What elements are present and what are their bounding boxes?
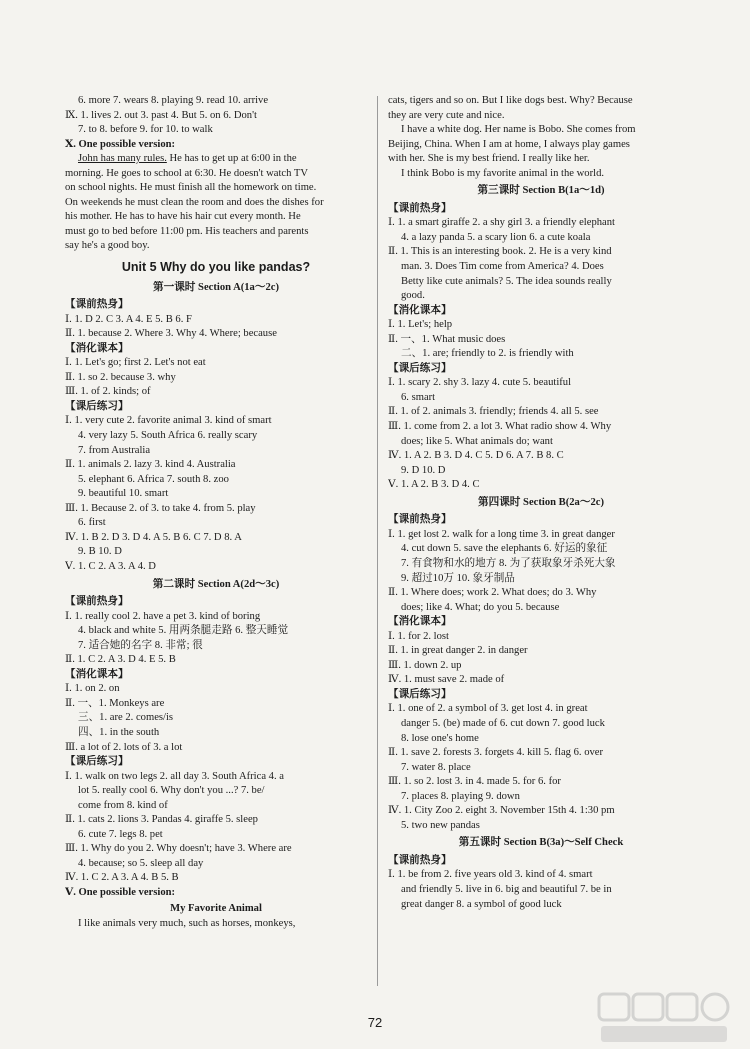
right-line: Ⅰ. 1. one of 2. a symbol of 3. get lost 4. in great: [388, 703, 588, 715]
left-column: [65, 94, 367, 932]
left-line: 【课前热身】: [65, 596, 129, 608]
left-line: Ⅱ. 一、1. Monkeys are: [65, 697, 165, 709]
right-line: Ⅰ. 1. scary 2. shy 3. lazy 4. cute 5. beautiful: [388, 377, 572, 389]
right-line: 7. 有食物和水的地方 8. 为了获取象牙杀死大象: [401, 557, 616, 569]
left-line: 5. elephant 6. Africa 7. south 8. zoo: [78, 473, 229, 485]
left-line: 第一课时 Section A(1a～2c): [153, 281, 279, 293]
left-line: come from 8. kind of: [78, 799, 168, 811]
left-line: Ⅹ. One possible version:: [65, 138, 176, 150]
left-line: Ⅸ. 1. lives 2. out 3. past 4. But 5. on 6. Don't: [65, 109, 257, 121]
left-line: Ⅲ. 1. Because 2. of 3. to take 4. from 5. play: [65, 502, 256, 514]
right-line: 7. places 8. playing 9. down: [401, 790, 520, 802]
left-line: Ⅳ. 1. B 2. D 3. D 4. A 5. B 6. C 7. D 8. A: [65, 531, 242, 543]
left-line: 四、1. in the south: [78, 726, 160, 738]
left-line: 6. first: [78, 517, 106, 529]
left-line: Ⅱ. 1. C 2. A 3. D 4. E 5. B: [65, 654, 176, 666]
right-line: Ⅳ. 1. City Zoo 2. eight 3. November 15th 4. 1:30 pm: [388, 805, 615, 817]
left-line: Ⅰ. 1. D 2. C 3. A 4. E 5. B 6. F: [65, 313, 192, 325]
right-line: 第三课时 Section B(1a～1d): [477, 185, 605, 197]
left-line: 7. to 8. before 9. for 10. to walk: [78, 124, 213, 136]
right-line: Beijing, China. When I am at home, I always play games: [388, 138, 630, 150]
right-line: 7. water 8. place: [401, 761, 471, 773]
right-line: 第五课时 Section B(3a)～Self Check: [458, 837, 624, 849]
left-line: 9. B 10. D: [78, 546, 122, 558]
right-line: Ⅲ. 1. come from 2. a lot 3. What radio show 4. Why: [388, 421, 612, 433]
left-line: his mother. He has to have his hair cut every month. He: [65, 211, 301, 223]
left-line: Ⅳ. 1. C 2. A 3. A 4. B 5. B: [65, 872, 179, 884]
right-line: 【课后练习】: [388, 688, 452, 700]
left-line: Ⅰ. 1. really cool 2. have a pet 3. kind of boring: [65, 610, 261, 622]
right-line: Ⅱ. 1. of 2. animals 3. friendly; friends 4. all 5. see: [388, 406, 599, 418]
right-line: Betty like cute animals? 5. The idea sounds really: [401, 275, 612, 287]
left-line: My Favorite Animal: [170, 902, 262, 914]
right-line: 第四课时 Section B(2a～2c): [478, 496, 604, 508]
right-line: 【课前热身】: [388, 514, 452, 526]
right-line: 9. D 10. D: [401, 464, 446, 476]
right-line: Ⅰ. 1. for 2. lost: [388, 630, 449, 642]
right-line: 【消化课本】: [388, 616, 452, 628]
left-line: Ⅰ. 1. on 2. on: [65, 683, 120, 695]
left-line: Ⅰ. 1. very cute 2. favorite animal 3. kind of smart: [65, 415, 272, 427]
right-line: great danger 8. a symbol of good luck: [401, 898, 562, 910]
right-line: 【课前热身】: [388, 854, 452, 866]
right-line: 4. cut down 5. save the elephants 6. 好运的象征: [401, 543, 608, 555]
left-line: Ⅴ. 1. C 2. A 3. A 4. D: [65, 560, 156, 572]
left-line: 4. because; so 5. sleep all day: [78, 857, 204, 869]
left-line: Ⅱ. 1. because 2. Where 3. Why 4. Where; because: [65, 328, 277, 340]
right-line: 9. 超过10万 10. 象牙制品: [401, 572, 515, 584]
left-line: I like animals very much, such as horses, monkeys,: [78, 918, 296, 930]
left-line: John has many rules. He has to get up at 6:00 in the: [78, 153, 297, 165]
right-line: Ⅱ. 1. This is an interesting book. 2. He is a very kind: [388, 246, 612, 258]
right-line: good.: [401, 290, 425, 302]
left-line: 6. cute 7. legs 8. pet: [78, 828, 163, 840]
right-line: Ⅰ. 1. get lost 2. walk for a long time 3. in great danger: [388, 528, 615, 540]
left-line: Ⅱ. 1. animals 2. lazy 3. kind 4. Australia: [65, 459, 236, 471]
right-line: danger 5. (be) made of 6. cut down 7. good luck: [401, 717, 605, 729]
right-line: and friendly 5. live in 6. big and beautiful 7. be in: [401, 883, 612, 895]
right-line: I have a white dog. Her name is Bobo. She comes from: [401, 124, 636, 136]
right-line: 5. two new pandas: [401, 819, 480, 831]
left-line: Ⅲ. a lot of 2. lots of 3. a lot: [65, 741, 183, 753]
left-line: Ⅲ. 1. Why do you 2. Why doesn't; have 3. Where are: [65, 843, 292, 855]
left-line: say he's a good boy.: [65, 240, 150, 252]
left-line: 【课前热身】: [65, 299, 129, 311]
left-line: 第二课时 Section A(2d～3c): [152, 578, 280, 590]
right-line: with her. She is my best friend. I really like her.: [388, 153, 590, 165]
left-line: 【消化课本】: [65, 668, 129, 680]
left-line: 4. black and white 5. 用两条腿走路 6. 整天睡觉: [78, 625, 289, 637]
left-line: on school nights. He must finish all the homework on time.: [65, 182, 317, 194]
left-line: Ⅱ. 1. cats 2. lions 3. Pandas 4. giraffe 5. sleep: [65, 814, 258, 826]
right-line: man. 3. Does Tim come from America? 4. Does: [401, 261, 604, 273]
right-line: I think Bobo is my favorite animal in the world.: [401, 167, 605, 179]
left-line: 7. from Australia: [78, 444, 151, 456]
left-line: 【课后练习】: [65, 756, 129, 768]
right-column: [388, 94, 694, 912]
left-line: Unit 5 Why do you like pandas?: [121, 260, 311, 275]
right-line: they are very cute and nice.: [388, 109, 505, 121]
right-line: Ⅲ. 1. down 2. up: [388, 659, 462, 671]
left-line: 7. 适合她的名字 8. 非常; 很: [78, 639, 203, 651]
right-line: Ⅰ. 1. be from 2. five years old 3. kind of 4. smart: [388, 869, 593, 881]
right-line: does; like 5. What animals do; want: [401, 435, 553, 447]
right-line: Ⅰ. 1. a smart giraffe 2. a shy girl 3. a friendly elephant: [388, 217, 615, 229]
left-line: 【消化课本】: [65, 342, 129, 354]
right-line: does; like 4. What; do you 5. because: [401, 601, 560, 613]
left-line: 6. more 7. wears 8. playing 9. read 10. arrive: [78, 95, 269, 106]
right-line: Ⅳ. 1. A 2. B 3. D 4. C 5. D 6. A 7. B 8. C: [388, 450, 564, 462]
left-line: Ⅰ. 1. walk on two legs 2. all day 3. South Africa 4. a: [65, 770, 284, 782]
right-line: 4. a lazy panda 5. a scary lion 6. a cute koala: [401, 231, 591, 243]
right-line: 【消化课本】: [388, 304, 452, 316]
watermark-logo: [597, 990, 732, 1045]
left-line: Ⅴ. One possible version:: [65, 886, 176, 898]
column-divider: [377, 96, 378, 986]
right-line: Ⅳ. 1. must save 2. made of: [388, 674, 505, 686]
right-line: 8. lose one's home: [401, 732, 479, 744]
left-line: morning. He goes to school at 6:30. He doesn't watch TV: [65, 167, 308, 179]
left-line: lot 5. really cool 6. Why don't you ...? 7. be/: [78, 785, 265, 797]
right-line: 【课后练习】: [388, 362, 452, 374]
right-line: Ⅱ. 1. Where does; work 2. What does; do 3. Why: [388, 587, 597, 599]
right-line: Ⅴ. 1. A 2. B 3. D 4. C: [388, 479, 480, 491]
right-line: 【课前热身】: [388, 202, 452, 214]
right-line: Ⅱ. 一、1. What music does: [388, 333, 506, 345]
left-line: Ⅲ. 1. of 2. kinds; of: [65, 386, 151, 398]
page-number: 72: [367, 1015, 383, 1030]
right-line: cats, tigers and so on. But I like dogs best. Why? Because: [388, 95, 633, 106]
left-line: must go to bed before 11:00 pm. His teachers and parents: [65, 225, 309, 237]
left-line: 9. beautiful 10. smart: [78, 488, 169, 500]
right-line: 6. smart: [401, 391, 436, 403]
left-line: On weekends he must clean the room and does the dishes for: [65, 196, 324, 208]
left-line: 三、1. are 2. comes/is: [78, 712, 174, 724]
right-line: Ⅱ. 1. in great danger 2. in danger: [388, 645, 528, 657]
right-line: 二、1. are; friendly to 2. is friendly with: [401, 348, 574, 360]
right-line: Ⅱ. 1. save 2. forests 3. forgets 4. kill 5. flag 6. over: [388, 747, 604, 759]
left-line: 4. very lazy 5. South Africa 6. really scary: [78, 430, 258, 442]
left-line: Ⅰ. 1. Let's go; first 2. Let's not eat: [65, 357, 206, 369]
right-line: Ⅰ. 1. Let's; help: [388, 319, 453, 331]
right-line: Ⅲ. 1. so 2. lost 3. in 4. made 5. for 6. for: [388, 776, 561, 788]
left-line: 【课后练习】: [65, 400, 129, 412]
left-line: Ⅱ. 1. so 2. because 3. why: [65, 371, 176, 383]
